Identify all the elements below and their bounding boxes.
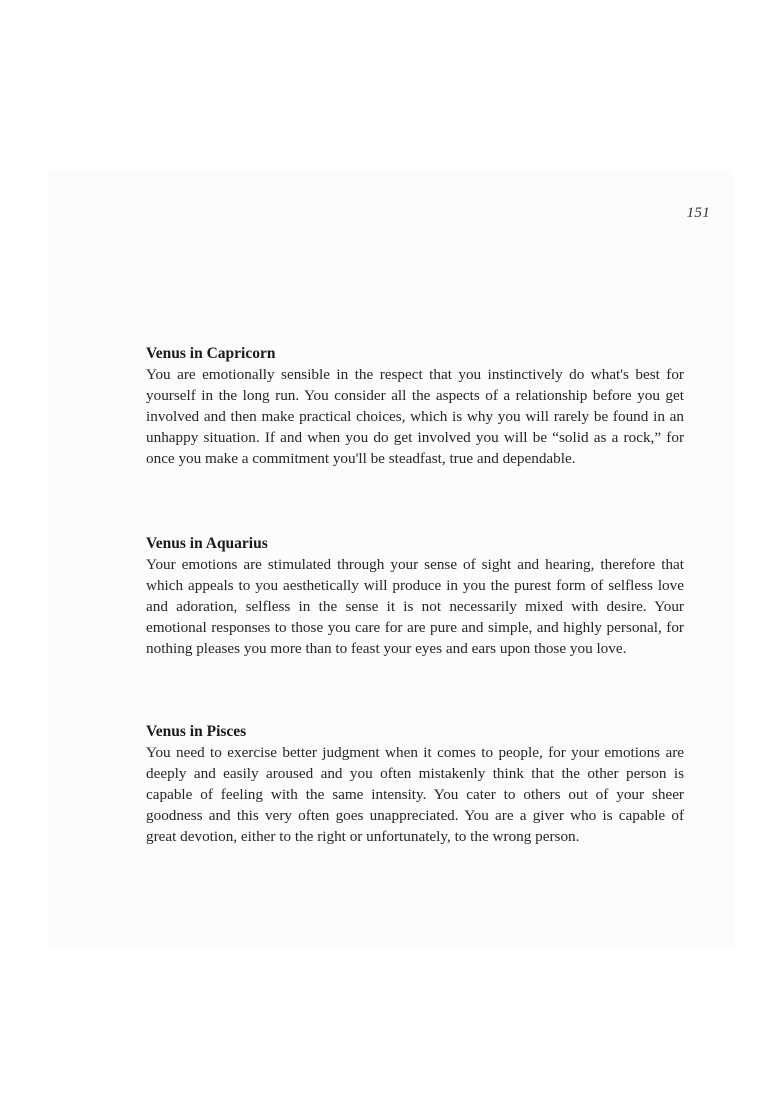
section-body: You are emotionally sensible in the respect that you instinctively do what's best for yourself in the long run. You consider all the aspects of a relationship before you get involved and then make practical choices, which is why you will rarely be found in an unhappy situation. If and when you do get involved you will be “solid as a rock,” for once you make a commitment you'll be steadfast, true and dependable.: [146, 366, 684, 467]
section-heading: Venus in Capricorn: [146, 345, 276, 362]
section-venus-in-capricorn: [146, 343, 684, 469]
section-heading: Venus in Aquarius: [146, 535, 268, 552]
section-body: You need to exercise better judgment when it comes to people, for your emotions are deeply and easily aroused and you often mistakenly think that the other person is capable of feeling with the same intensity. You cater to others out of your sheer goodness and this very often goes unappreciated. You are a giver who is capable of great devotion, either to the right or unfortunately, to the wrong person.: [146, 744, 684, 845]
section-heading: Venus in Pisces: [146, 723, 247, 740]
section-venus-in-aquarius: [146, 533, 684, 659]
section-venus-in-pisces: [146, 721, 684, 847]
page-number: 151: [686, 205, 710, 221]
section-body: Your emotions are stimulated through your sense of sight and hearing, therefore that which appeals to you aesthetically will produce in you the purest form of selfless love and adoration, selfless in the sense it is not necessarily mixed with desire. Your emotional responses to those you care for are pure and simple, and highly personal, for nothing pleases you more than to feast your eyes and ears upon those you love.: [146, 556, 684, 657]
